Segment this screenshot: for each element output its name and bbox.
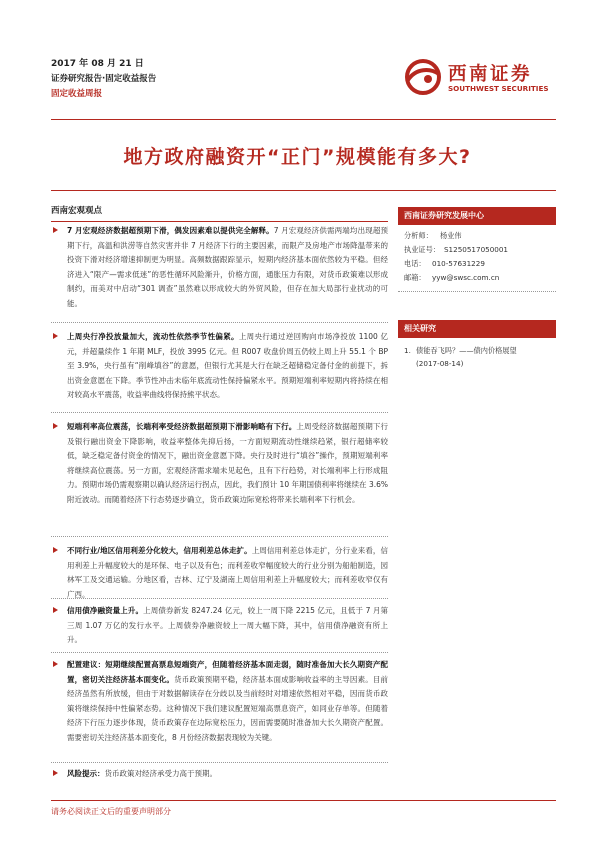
email-label: 邮箱：	[404, 273, 426, 282]
point-divider	[51, 412, 388, 413]
report-title: 地方政府融资开“正门”规模能有多大?	[123, 146, 472, 168]
email-value[interactable]: yyw@swsc.com.cn	[432, 273, 500, 282]
logo-mark-icon	[404, 58, 442, 96]
point-text	[67, 420, 388, 508]
point-item	[51, 420, 388, 508]
analyst-panel-heading: 西南证券研究发展中心	[398, 207, 556, 225]
analyst-name: 杨业伟	[440, 231, 462, 240]
report-date: 2017 年 08 月 21 日	[51, 59, 144, 69]
analyst-info	[398, 225, 556, 285]
point-lead: 不同行业/地区信用利差分化较大，信用利差总体走扩。	[67, 546, 252, 555]
point-item	[51, 544, 388, 602]
footer-notice: 请务必阅读正文后的重要声明部分	[51, 807, 171, 816]
point-text	[67, 330, 388, 403]
bullet-arrow-icon	[53, 227, 58, 233]
bullet-arrow-icon	[53, 661, 58, 667]
bullet-arrow-icon	[53, 607, 58, 613]
point-item	[51, 330, 388, 403]
analyst-row	[404, 229, 556, 243]
phone-value: 010-57631229	[432, 259, 485, 268]
analyst-panel-divider	[398, 291, 556, 292]
phone-label: 电话：	[404, 259, 426, 268]
bullet-arrow-icon	[53, 547, 58, 553]
point-body: 上周债券新发 8247.24 亿元，较上一周下降 2215 亿元，且低于 7 月第三周 1.07 万亿的发行水平。上周债券净融资较上一周大幅下降，其中，信用债净融资有所上升。	[67, 606, 388, 645]
report-type: 固定收益周报	[51, 89, 103, 99]
point-divider	[51, 652, 388, 653]
related-item-number: 1.	[404, 346, 411, 355]
footer-divider	[51, 800, 556, 801]
logo-name-cn: 西南证券	[448, 64, 533, 85]
point-divider	[51, 536, 388, 537]
point-body: 上周受经济数据超预期下行及银行融出资金下降影响，收益率整体先抑后扬，一方面短期流动性继续趋紧，银行超储率较低，缺乏稳定备付资金的情况下，融出资金意愿下降。央行及时进行“填谷”操作，预期短端利率将继续高位震荡。另一方面，宏观经济需求端未见起色，且有下行趋势，对长端利率上行形成阻力。预期市场仍需观察期以确认经济运行拐点，因此，我们预计 10 年期国债利率将继续在 3.6%附近波动。而随着经济下行态势逐步确立，货币政策边际宽松将带来长端利率下行机会。	[67, 422, 388, 504]
cert-row	[404, 243, 556, 257]
point-item	[51, 658, 388, 746]
point-item	[51, 767, 388, 782]
point-lead: 上周央行净投放量加大，流动性依然季节性偏紧。	[67, 332, 239, 341]
point-divider	[51, 762, 388, 763]
point-text	[67, 544, 388, 602]
section-heading: 西南宏观观点	[51, 206, 103, 216]
point-lead: 短端利率高位震荡，长端利率受经济数据超预期下滑影响略有下行。	[67, 422, 297, 431]
point-body: 上周央行通过逆回购向市场净投放 1100 亿元，并超量续作 1 年期 MLF，投放 3995 亿元。但 R007 收盘价周五仍较上周上升 55.1 个 BP 至 3.9%，央行虽有“削峰填谷”的意愿，但银行尤其是大行在缺乏超储稳定备付金的前提下，拆出资金意愿在下降。季节性冲击未临年底流动性保持偏紧水平。预期短端利率短期内将持续在相对较高水平震荡，收益率曲线将保持熊平状态。	[67, 332, 389, 400]
bullet-arrow-icon	[53, 333, 58, 339]
point-body: 7 月宏观经济供需两端均出现超预期下行，高温和洪涝等自然灾害并非 7 月经济下行的主要因素，而限产及房地产市场降温带来的投资下滑对经济增速抑制更为明显。高频数据跟踪显示，短期内经济基本面依然较为平稳。但经济进入“限产—需求低迷”的恶性循环风险渐升，价格方面，通胀压力有限，对货币政策难以形成制约，而美对中启动“301 调查”虽然难以形成较大的外贸风险，但存在加大局部行业扰动的可能。	[67, 226, 389, 308]
point-lead: 风险提示：	[67, 769, 105, 778]
point-lead: 配置建议：短期继续配置高票息短端资产，但随着经济基本面走弱，随时准备加大长久期资产配置，密切关注经济基本面变化。	[67, 660, 388, 684]
title-divider	[51, 190, 556, 191]
cert-label: 执业证号：	[404, 245, 440, 254]
related-research-panel	[398, 320, 556, 370]
point-lead: 信用债净融资量上升。	[67, 606, 144, 615]
logo-name-en: SOUTHWEST SECURITIES	[448, 84, 549, 93]
point-body: 上周信用利差总体走扩，分行业来看，信用利差上升幅度较大的是环保、电子以及有色；而利差收窄幅度较大的行业分别为船舶制造，园林军工及交通运输。分地区看，吉林、辽宁及湖南上周信用利差上升幅度较大；而利差收窄仅有广西。	[67, 546, 389, 599]
section-heading-rule	[51, 221, 388, 222]
phone-row	[404, 257, 556, 271]
point-item	[51, 224, 388, 312]
report-category: 证券研究报告·固定收益报告	[51, 74, 157, 84]
main-column-header	[51, 205, 388, 222]
email-row	[404, 271, 556, 285]
related-item-date: (2017-08-14)	[416, 359, 464, 368]
header-divider	[51, 119, 556, 120]
cert-value: S1250517050001	[444, 245, 509, 254]
point-text	[67, 658, 388, 746]
point-text	[67, 767, 388, 782]
bullet-arrow-icon	[53, 770, 58, 776]
related-item-title: 债能吞飞吗？——债内价格展望	[416, 346, 517, 355]
point-lead: 7 月宏观经济数据超预期下滑，偶发因素难以提供完全解释。	[67, 226, 274, 235]
bullet-arrow-icon	[53, 423, 58, 429]
point-text	[67, 224, 388, 312]
related-item[interactable]	[398, 338, 556, 370]
point-body: 货币政策预期平稳，经济基本面成影响收益率的主导因素。目前经济虽然有所放缓，但由于对数据解读存在分歧以及当前经时对增速依然相对平稳，因而货币政策将继续保持中性偏紧态势。这种情况下我们建议配置短端高票息资产，如同业存单等。但随着经济下行压力逐步体现，货币政策存在边际宽松压力，因而需要随时准备加大长久期资产配置。需要密切关注经济基本面变化，8 月份经济数据表现较为关键。	[67, 674, 389, 742]
point-text	[67, 604, 388, 648]
report-header	[51, 58, 156, 100]
point-divider	[51, 598, 388, 599]
point-divider	[51, 322, 388, 323]
analyst-label: 分析师：	[404, 231, 433, 240]
company-logo	[404, 56, 556, 98]
point-item	[51, 604, 388, 648]
related-research-heading: 相关研究	[398, 320, 556, 338]
point-body: 货币政策对经济承受力高于预期。	[104, 769, 217, 778]
analyst-panel	[398, 207, 556, 292]
